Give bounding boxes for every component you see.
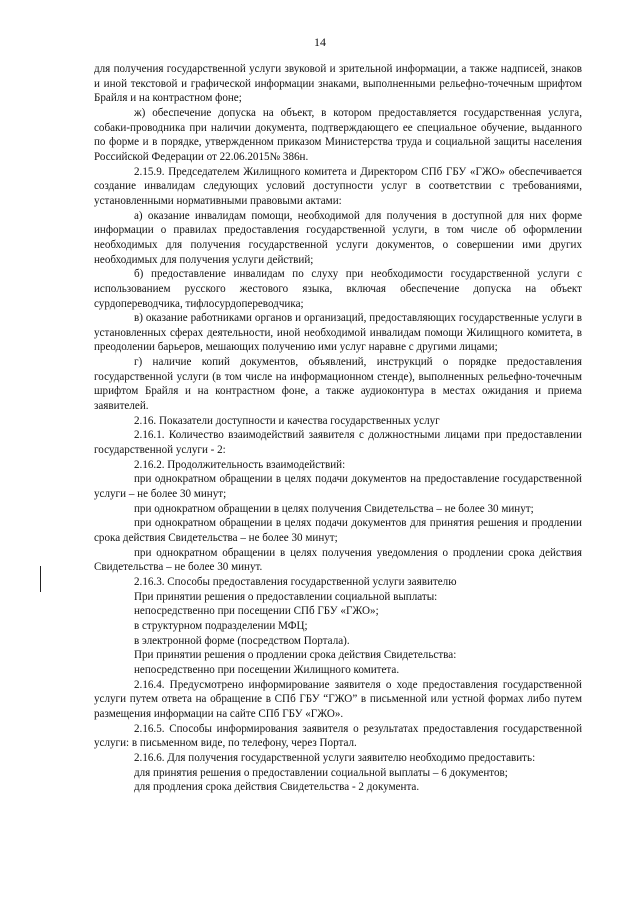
paragraph: 2.16.3. Способы предоставления государственной услуги заявителю: [134, 575, 457, 588]
paragraph: 2.16.2. Продолжительность взаимодействий:: [134, 458, 346, 471]
paragraph: для продления срока действия Свидетельства - 2 документа.: [134, 781, 420, 794]
paragraph: а) оказание инвалидам помощи, необходимой для получения в доступной для них форме информации о правилах предоставления государственной услуги, в том числе об оформлении необходимых для получения государственной услуги документов, о совершении ими других необходимых для получения услуги действий;: [94, 209, 582, 266]
paragraph: непосредственно при посещении Жилищного комитета.: [134, 663, 400, 676]
paragraph: 2.16.1. Количество взаимодействий заявителя с должностными лицами при предоставлении государственной услуги - 2:: [94, 429, 582, 457]
document-body: [94, 62, 582, 795]
paragraph: При принятии решения о предоставлении социальной выплаты:: [134, 590, 438, 603]
paragraph: 2.16. Показатели доступности и качества государственных услуг: [134, 414, 440, 427]
paragraph: г) наличие копий документов, объявлений, инструкций о порядке предоставления государственной услуги (в том числе на информационном стенде), выполненных рельефно-точечным шрифтом Брайля и на контрастном фоне, а также аудиоконтура в местах ожидания и приема заявителей.: [94, 356, 582, 413]
paragraph: 2.16.5. Способы информирования заявителя о результатах предоставления государственной услуги: в письменном виде, по телефону, через Портал.: [94, 722, 582, 750]
paragraph: при однократном обращении в целях подачи документов для принятия решения и продлении срока действия Свидетельства – не более 30 минут;: [94, 517, 582, 544]
paragraph: 2.16.6. Для получения государственной услуги заявителю необходимо предоставить:: [134, 751, 536, 764]
page-number: 14: [314, 35, 326, 49]
paragraph: для принятия решения о предоставлении социальной выплаты – 6 документов;: [134, 766, 508, 779]
paragraph: 2.15.9. Председателем Жилищного комитета и Директором СПб ГБУ «ГЖО» обеспечивается создание инвалидам следующих условий доступности услуг в соответствии с требованиями, установленными нормативными правовыми актами:: [94, 165, 582, 207]
paragraph: при однократном обращении в целях получения уведомления о продлении срока действия Свидетельства – не более 30 минут.: [94, 546, 582, 574]
paragraph: ж) обеспечение допуска на объект, в котором предоставляется государственная услуга, собаки-проводника при наличии документа, подтверждающего ее специальное обучение, выданного по форме и в порядке, утвержденном приказом Министерства труда и социальной защиты населения Российской Федерации от 22.06.2015№ 386н.: [94, 106, 582, 163]
margin-mark: [40, 566, 41, 592]
paragraph: в электронной форме (посредством Портала).: [134, 634, 350, 647]
paragraph: в) оказание работниками органов и организаций, предоставляющих государственные услуги в установленных сферах деятельности, иной необходимой инвалидам помощи Жилищного комитета, в преодолении барьеров, мешающих получению ими услуг наравне с другими лицами;: [94, 312, 582, 354]
paragraph: При принятии решения о продлении срока действия Свидетельства:: [134, 649, 457, 662]
paragraph: 2.16.4. Предусмотрено информирование заявителя о ходе предоставления государственной услуги путем ответа на обращение в СПб ГБУ “ГЖО” в письменной или устной формах либо путем размещения информации на сайте СПб ГБУ «ГЖО».: [94, 678, 582, 720]
paragraph: для получения государственной услуги звуковой и зрительной информации, а также надписей, знаков и иной текстовой и графической информации знаками, выполненными рельефно-точечным шрифтом Брайля и на контрастном фоне;: [94, 63, 582, 105]
paragraph: при однократном обращении в целях подачи документов на предоставление государственной услуги – не более 30 минут;: [94, 473, 582, 501]
paragraph: непосредственно при посещении СПб ГБУ «ГЖО»;: [134, 605, 379, 618]
paragraph: при однократном обращении в целях получения Свидетельства – не более 30 минут;: [134, 502, 534, 515]
paragraph: б) предоставление инвалидам по слуху при необходимости государственной услуги с использованием русского жестового языка, включая обеспечение допуска на объект сурдопереводчика, тифлосурдопереводчика;: [94, 268, 582, 310]
paragraph: в структурном подразделении МФЦ;: [134, 619, 308, 632]
